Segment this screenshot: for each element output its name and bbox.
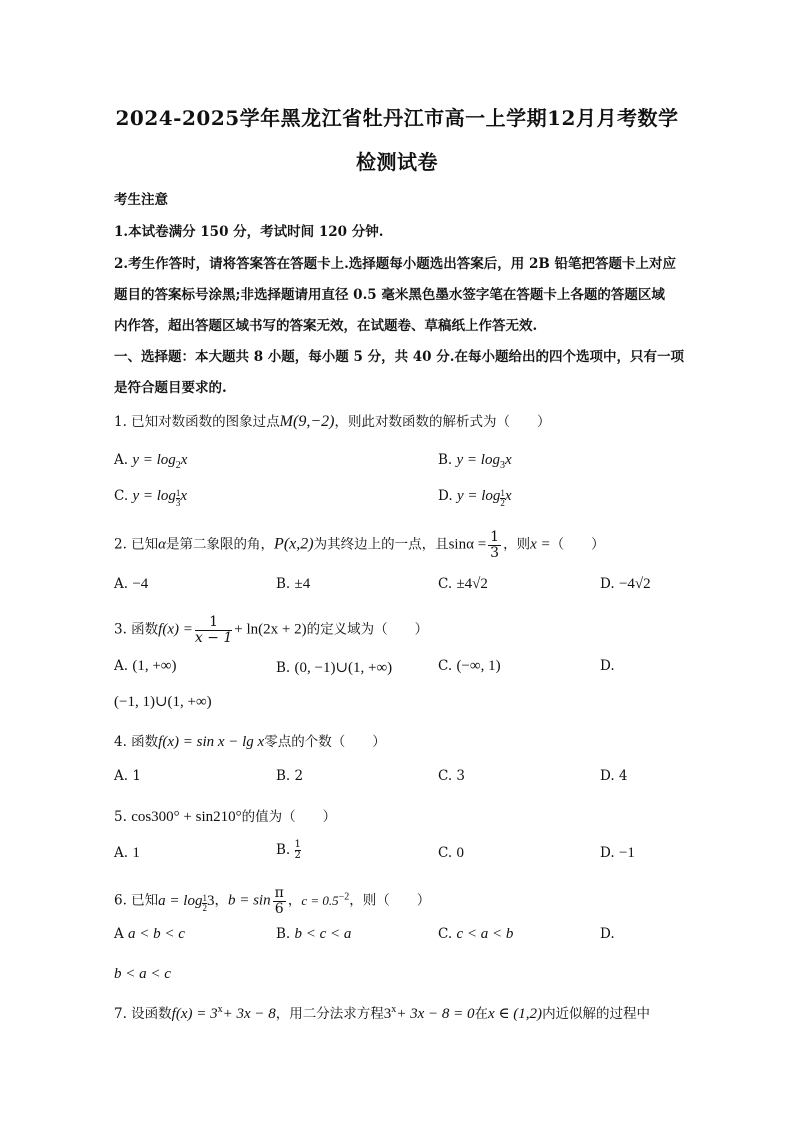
question-5: 5. cos300° + sin210°的值为（ ） <box>114 809 337 825</box>
q6-option-d-label: D. <box>600 926 615 942</box>
q4-option-a: A. 1 <box>114 768 141 784</box>
q2-option-d: D. −4√2 <box>600 576 651 592</box>
question-2: 2. 已知α是第二象限的角，P(x,2)为其终边上的一点，且sinα = $\frac{1}{3}$ ，则x =（ ） <box>114 529 605 561</box>
q4-option-d: D. 4 <box>600 768 628 784</box>
q2-option-b: B. ±4 <box>276 576 311 592</box>
q6-option-c: C. c < a < b <box>438 926 514 942</box>
q1-option-a: A. $y = \log_2x$ <box>114 452 188 471</box>
q6-option-b: B. b < c < a <box>276 926 352 942</box>
notice-item-2-line1: 2.考生作答时，请将答案答在答题卡上.选择题每小题选出答案后，用 2B 铅笔把答题卡上对应 <box>114 256 676 272</box>
q3-option-b: B. (0, −1)∪(1, +∞) <box>276 660 393 676</box>
question-7: 7. 设函数$f(x) = 3^x+ 3x - 8$，用二分法求方程$3^x+ 3x - 8 = 0$在x ∈ (1,2)内近似解的过程中 <box>114 1004 651 1022</box>
q5-option-d: D. −1 <box>600 845 635 861</box>
notice-heading: 考生注意 <box>114 192 168 208</box>
section-heading-line1: 一、选择题：本大题共 8 小题，每小题 5 分，共 40 分.在每小题给出的四个选项中，只有一项 <box>114 349 684 365</box>
q3-option-c: C. (−∞, 1) <box>438 658 501 674</box>
exam-title-line2: 检测试卷 <box>356 150 438 174</box>
notice-item-2-line3: 内作答，超出答题区域书写的答案无效，在试题卷、草稿纸上作答无效. <box>114 318 538 334</box>
notice-item-1: 1.本试卷满分 150 分，考试时间 120 分钟. <box>114 224 384 240</box>
q6-option-d: b < a < c <box>114 966 171 982</box>
notice-item-2-line2: 题目的答案标号涂黑;非选择题请用直径 0.5 毫米黑色墨水签字笔在答题卡上各题的答题区域 <box>114 287 665 303</box>
q3-option-a: A. (1, +∞) <box>114 658 177 674</box>
question-1: 1. 已知对数函数的图象过点M(9,−2)，则此对数函数的解析式为（ ） <box>114 413 551 430</box>
q5-option-a: A. 1 <box>114 845 140 861</box>
q1-option-c: C. y = log $\frac{1}{3}$ x <box>114 488 188 508</box>
q3-option-d-label: D. <box>600 658 615 674</box>
q2-option-a: A. −4 <box>114 576 149 592</box>
q5-option-b: B. $\frac{1}{2}$ <box>276 839 301 861</box>
q4-option-b: B. 2 <box>276 768 304 784</box>
question-3: 3. 函数f(x) = $\frac{1}{x - 1}$ + ln(2x + 2)的定义域为（ ） <box>114 614 429 646</box>
q5-option-c: C. 0 <box>438 845 464 861</box>
q1-point: M(9,−2) <box>279 413 335 430</box>
q4-option-c: C. 3 <box>438 768 466 784</box>
q3-option-d: (−1, 1)∪(1, +∞) <box>114 694 212 710</box>
question-4: 4. 函数f(x) = sin x − lg x零点的个数（ ） <box>114 734 386 750</box>
section-heading-line2: 是符合题目要求的. <box>114 380 227 396</box>
question-6: 6. 已知a = log $\frac{1}{2}$ 3，b = sin $\frac{\pi}{6}$ ，$c = 0.5^{-2}$，则（ ） <box>114 885 431 917</box>
exam-title-line1: 2024-2025学年黑龙江省牡丹江市高一上学期12月月考数学 <box>115 106 679 130</box>
q2-option-c: C. ±4√2 <box>438 576 488 592</box>
q6-option-a: A a < b < c <box>114 926 185 942</box>
q1-option-d: D. y = log $\frac{1}{2}$ x <box>438 488 512 508</box>
q1-option-b: B. $y = \log_3x$ <box>438 452 512 471</box>
